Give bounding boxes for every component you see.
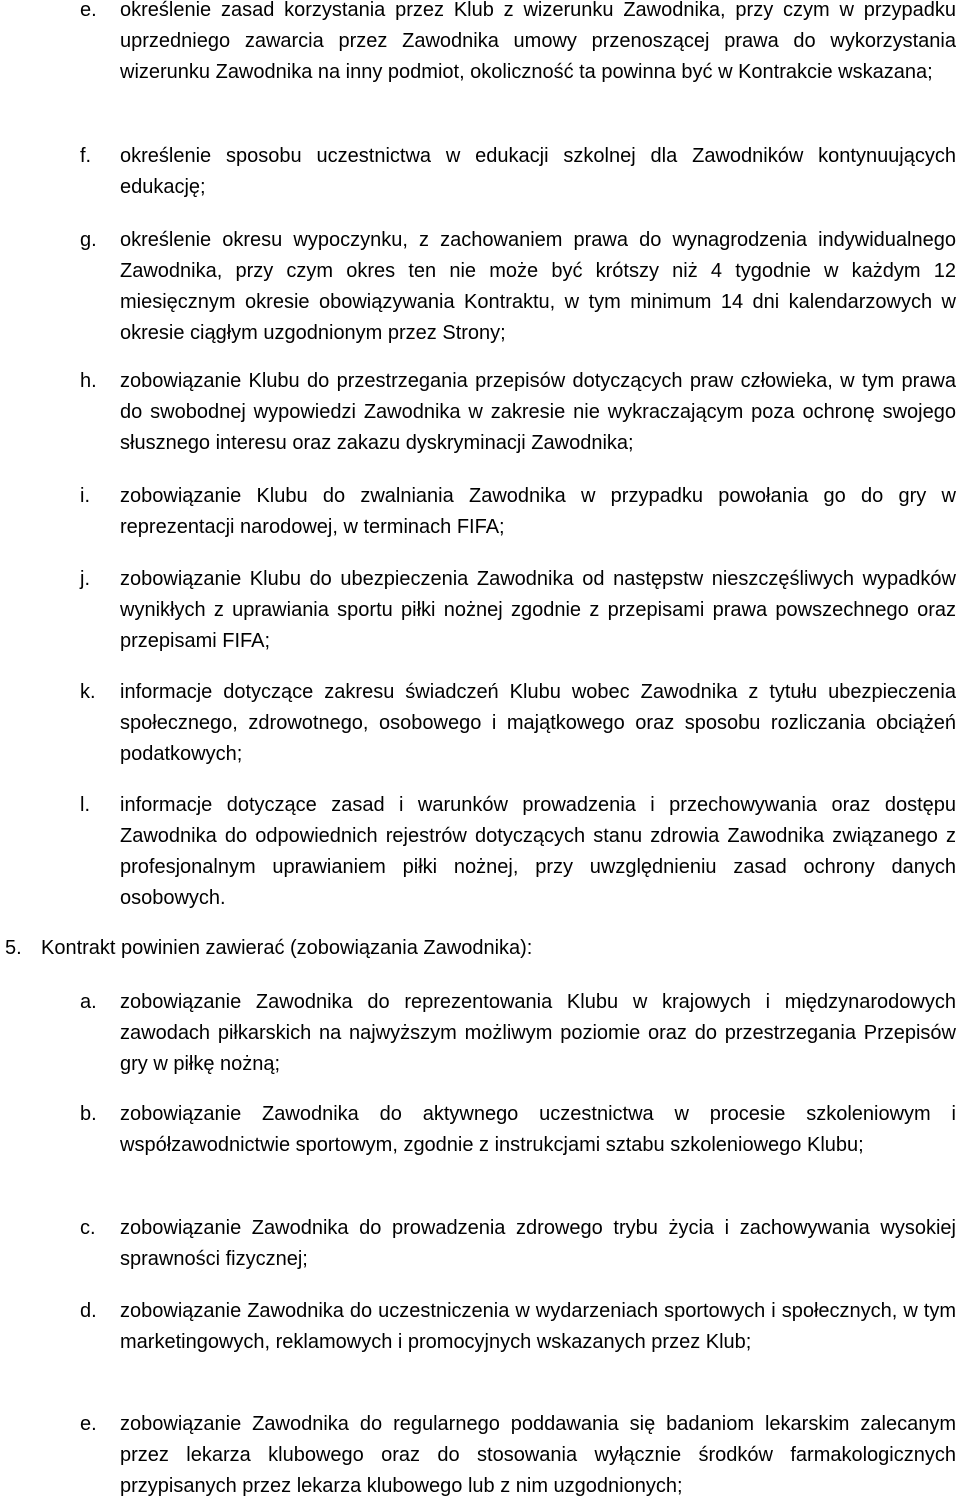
list-item-text: zobowiązanie Klubu do ubezpieczenia Zawodnika od następstw nieszczęśliwych wypadków wynikłych z uprawiania sportu piłki nożnej zgodnie z przepisami prawa powszechnego oraz przepisami FIFA; (120, 568, 956, 652)
list-item-text: zobowiązanie Zawodnika do regularnego poddawania się badaniom lekarskim zalecanym przez lekarza klubowego oraz do stosowania wyłącznie środków farmakologicznych przypisanych przez lekarza klubowego lub z nim uzgodnionych; (120, 1413, 956, 1497)
list-item-text: zobowiązanie Zawodnika do aktywnego uczestnictwa w procesie szkoleniowym i współzawodnictwie sportowym, zgodnie z instrukcjami sztabu szkoleniowego Klubu; (120, 1103, 956, 1156)
list-marker: l. (80, 794, 90, 816)
list-marker: f. (80, 145, 92, 167)
list-item-text: informacje dotyczące zasad i warunków prowadzenia i przechowywania oraz dostępu Zawodnika do odpowiednich rejestrów dotyczących stanu zdrowia Zawodnika związanego z profesjonalnym uprawianiem piłki nożnej, przy uwzględnieniu zasad ochrony danych osobowych. (120, 794, 956, 909)
list-marker: e. (80, 0, 97, 21)
list-item-text: informacje dotyczące zakresu świadczeń Klubu wobec Zawodnika z tytułu ubezpieczenia społecznego, zdrowotnego, osobowego i majątkowego oraz sposobu rozliczania obciążeń podatkowych; (120, 681, 956, 765)
list-item-text: określenie okresu wypoczynku, z zachowaniem prawa do wynagrodzenia indywidualnego Zawodnika, przy czym okres ten nie może być krótszy niż 4 tygodnie w każdym 12 miesięcznym okresie obowiązywania Kontraktu, w tym minimum 14 dni kalendarzowych w okresie ciągłym uzgodnionym przez Strony; (120, 229, 956, 344)
list-marker: d. (80, 1300, 97, 1322)
list-item-text: zobowiązanie Klubu do przestrzegania przepisów dotyczących praw człowieka, w tym prawa do swobodnej wypowiedzi Zawodnika w zakresie nie wykraczającym poza ochronę swojego słusznego interesu oraz zakazu dyskryminacji Zawodnika; (120, 370, 956, 454)
list-marker: g. (80, 229, 97, 251)
list-item-text: zobowiązanie Zawodnika do uczestniczenia w wydarzeniach sportowych i społecznych, w tym marketingowych, reklamowych i promocyjnych wskazanych przez Klub; (120, 1300, 956, 1353)
list-marker: k. (80, 681, 96, 703)
list-marker: j. (80, 568, 90, 590)
list-item-text: zobowiązanie Zawodnika do reprezentowania Klubu w krajowych i międzynarodowych zawodach piłkarskich na najwyższym możliwym poziomie oraz do przestrzegania Przepisów gry w piłkę nożną; (120, 991, 956, 1075)
list-marker: a. (80, 991, 97, 1013)
list-marker: i. (80, 485, 90, 507)
section-text: Kontrakt powinien zawierać (zobowiązania Zawodnika): (41, 937, 533, 959)
list-item-text: zobowiązanie Klubu do zwalniania Zawodnika w przypadku powołania go do gry w reprezentacji narodowej, w terminach FIFA; (120, 485, 956, 538)
list-marker: b. (80, 1103, 97, 1125)
list-item-text: zobowiązanie Zawodnika do prowadzenia zdrowego trybu życia i zachowywania wysokiej sprawności fizycznej; (120, 1217, 956, 1270)
list-marker: h. (80, 370, 97, 392)
list-marker: e. (80, 1413, 97, 1435)
list-item-text: określenie zasad korzystania przez Klub z wizerunku Zawodnika, przy czym w przypadku uprzedniego zawarcia przez Zawodnika umowy przenoszącej prawa do wykorzystania wizerunku Zawodnika na inny podmiot, okoliczność ta powinna być w Kontrakcie wskazana; (120, 0, 956, 83)
section-number: 5. (5, 937, 22, 959)
list-item-text: określenie sposobu uczestnictwa w edukacji szkolnej dla Zawodników kontynuujących edukację; (120, 145, 956, 198)
list-marker: c. (80, 1217, 96, 1239)
